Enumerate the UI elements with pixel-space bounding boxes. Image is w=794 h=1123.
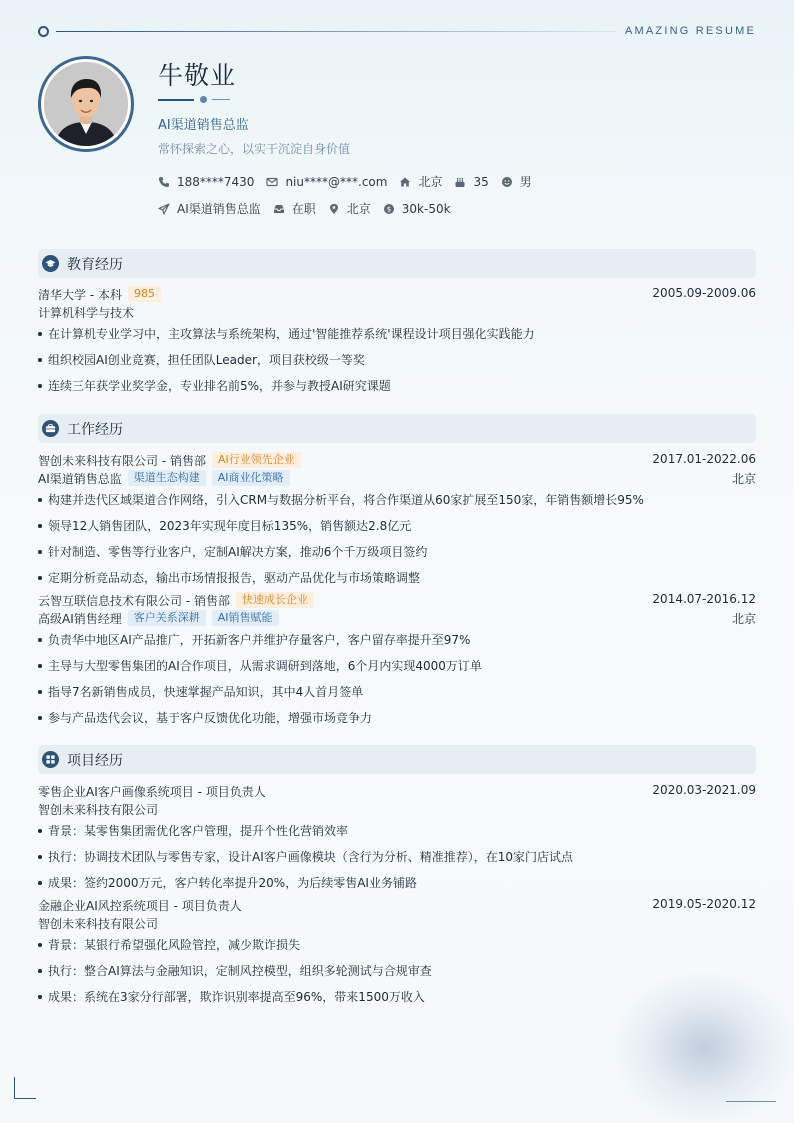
entry-date: 2017.01-2022.06 xyxy=(652,452,756,466)
corner-decoration xyxy=(14,1077,36,1099)
phone-info xyxy=(158,175,254,189)
list-item: 背景：某银行希望强化风险管控，减少欺诈损失 xyxy=(38,936,756,962)
entry-subheader xyxy=(38,469,756,487)
bottom-line-decoration xyxy=(726,1101,776,1102)
company-tag: AI行业领先企业 xyxy=(212,452,301,468)
project-entry xyxy=(38,782,756,900)
email-value: niu****@***.com xyxy=(285,174,388,189)
gender-value: 男 xyxy=(519,175,532,189)
list-item: 领导12人销售团队，2023年实现年度目标135%，销售额达2.8亿元 xyxy=(38,517,756,543)
section-title: 项目经历 xyxy=(67,752,123,769)
age-value: 35 xyxy=(473,174,489,189)
entry-header xyxy=(38,591,756,609)
entry-subheader xyxy=(38,303,756,321)
entry-date: 2020.03-2021.09 xyxy=(652,783,756,797)
work-entry xyxy=(38,591,756,735)
phone-value: 188****7430 xyxy=(177,174,255,189)
list-item: 指导7名新销售成员，快速掌握产品知识，其中4人首月签单 xyxy=(38,683,756,709)
status-info xyxy=(273,200,316,217)
name-decoration xyxy=(158,96,238,104)
email-info xyxy=(266,175,387,189)
job-title: AI渠道销售总监 xyxy=(158,118,249,133)
list-item: 构建并迭代区域渠道合作网络，引入CRM与数据分析平台，将合作渠道从60家扩展至150家，年销售额增长95% xyxy=(38,491,756,517)
smile-icon xyxy=(501,176,513,188)
avatar xyxy=(38,56,134,152)
send-icon xyxy=(158,203,170,215)
entry-header xyxy=(38,896,756,914)
entry-subheader xyxy=(38,800,756,818)
entry-header xyxy=(38,285,756,303)
city-value: 北京 xyxy=(418,175,443,189)
list-item: 背景：某零售集团需优化客户管理，提升个性化营销效率 xyxy=(38,822,756,848)
entry-subheader xyxy=(38,914,756,932)
status-value: 在职 xyxy=(291,202,316,216)
education-section-header xyxy=(38,249,756,278)
project-company: 智创未来科技有限公司 xyxy=(38,916,159,931)
school-tag: 985 xyxy=(128,286,161,302)
project-name: 金融企业AI风控系统项目 - 项目负责人 xyxy=(38,898,242,913)
avatar-photo xyxy=(44,62,128,146)
list-item: 主导与大型零售集团的AI合作项目，从需求调研到落地，6个月内实现4000万订单 xyxy=(38,657,756,683)
target-city-value: 北京 xyxy=(346,202,371,216)
inbox-icon xyxy=(273,203,285,215)
top-divider xyxy=(56,31,616,32)
list-item: 负责华中地区AI产品推广，开拓新客户并维护存量客户，客户留存率提升至97% xyxy=(38,631,756,657)
person-photo-icon xyxy=(44,62,128,146)
grid-icon xyxy=(42,751,59,768)
briefcase-icon xyxy=(42,420,59,437)
education-entry xyxy=(38,285,756,403)
graduation-cap-icon xyxy=(42,255,59,272)
entry-date: 2014.07-2016.12 xyxy=(652,592,756,606)
salary-value: 30k-50k xyxy=(401,201,451,216)
motto: 常怀探索之心，以实干沉淀自身价值 xyxy=(158,142,351,156)
company-name: 智创未来科技有限公司 - 销售部 xyxy=(38,453,206,468)
school-name: 清华大学 - 本科 xyxy=(38,287,122,302)
bullet-list xyxy=(38,631,756,735)
list-item: 针对制造、零售等行业客户，定制AI解决方案，推动6个千万级项目签约 xyxy=(38,543,756,569)
list-item: 定期分析竞品动态，输出市场情报报告，驱动产品优化与市场策略调整 xyxy=(38,569,756,595)
role-name: AI渠道销售总监 xyxy=(38,471,122,486)
cake-icon xyxy=(454,176,466,188)
work-entry xyxy=(38,451,756,595)
target-role-value: AI渠道销售总监 xyxy=(177,202,261,216)
role-tag: AI商业化策略 xyxy=(212,470,290,486)
major: 计算机科学与技术 xyxy=(38,305,135,320)
salary-info xyxy=(383,202,451,216)
entry-subheader xyxy=(38,609,756,627)
projects-section-header xyxy=(38,745,756,774)
list-item: 参与产品迭代会议，基于客户反馈优化功能，增强市场竞争力 xyxy=(38,709,756,735)
project-name: 零售企业AI客户画像系统项目 - 项目负责人 xyxy=(38,784,266,799)
city-info xyxy=(399,173,442,190)
work-section-header xyxy=(38,414,756,443)
entry-city: 北京 xyxy=(731,612,756,626)
entry-header xyxy=(38,451,756,469)
gender-info xyxy=(501,173,532,190)
contact-row xyxy=(158,173,544,190)
list-item: 执行：协调技术团队与零售专家，设计AI客户画像模块（含行为分析、精准推荐），在10家门店试点 xyxy=(38,848,756,874)
money-icon xyxy=(383,203,395,215)
target-role-info xyxy=(158,200,261,217)
entry-date: 2005.09-2009.06 xyxy=(652,286,756,300)
role-tag: AI销售赋能 xyxy=(212,610,279,626)
role-name: 高级AI销售经理 xyxy=(38,611,122,626)
list-item: 执行：整合AI算法与金融知识，定制风控模型，组织多轮测试与合规审查 xyxy=(38,962,756,988)
bullet-list xyxy=(38,822,756,900)
entry-date: 2019.05-2020.12 xyxy=(652,897,756,911)
target-city-info xyxy=(328,200,371,217)
location-pin-icon xyxy=(328,203,340,215)
ring-decoration xyxy=(38,26,49,37)
home-icon xyxy=(399,176,411,188)
top-bar xyxy=(38,25,756,37)
company-tag: 快速成长企业 xyxy=(236,592,314,608)
list-item: 成果：签约2000万元，客户转化率提升20%，为后续零售AI业务铺路 xyxy=(38,874,756,900)
svg-text:$: $ xyxy=(386,205,392,214)
list-item: 组织校园AI创业竞赛，担任团队Leader，项目获校级一等奖 xyxy=(38,351,756,377)
bullet-list xyxy=(38,325,756,403)
phone-icon xyxy=(158,176,170,188)
mail-icon xyxy=(266,176,278,188)
role-tag: 渠道生态构建 xyxy=(128,470,206,486)
candidate-name: 牛敬业 xyxy=(158,61,237,90)
section-title: 教育经历 xyxy=(67,256,123,273)
list-item: 在计算机专业学习中，主攻算法与系统架构，通过'智能推荐系统'课程设计项目强化实践能力 xyxy=(38,325,756,351)
project-company: 智创未来科技有限公司 xyxy=(38,802,159,817)
entry-city: 北京 xyxy=(731,472,756,486)
company-name: 云智互联信息技术有限公司 - 销售部 xyxy=(38,593,230,608)
role-tag: 客户关系深耕 xyxy=(128,610,206,626)
brand-label: AMAZING RESUME xyxy=(624,25,756,37)
list-item: 连续三年获学业奖学金，专业排名前5%，并参与教授AI研究课题 xyxy=(38,377,756,403)
list-item: 成果：系统在3家分行部署，欺诈识别率提高至96%，带来1500万收入 xyxy=(38,988,756,1014)
section-title: 工作经历 xyxy=(67,421,123,438)
entry-header xyxy=(38,782,756,800)
bullet-list xyxy=(38,491,756,595)
age-info xyxy=(454,175,488,189)
job-intent-row xyxy=(158,200,463,217)
